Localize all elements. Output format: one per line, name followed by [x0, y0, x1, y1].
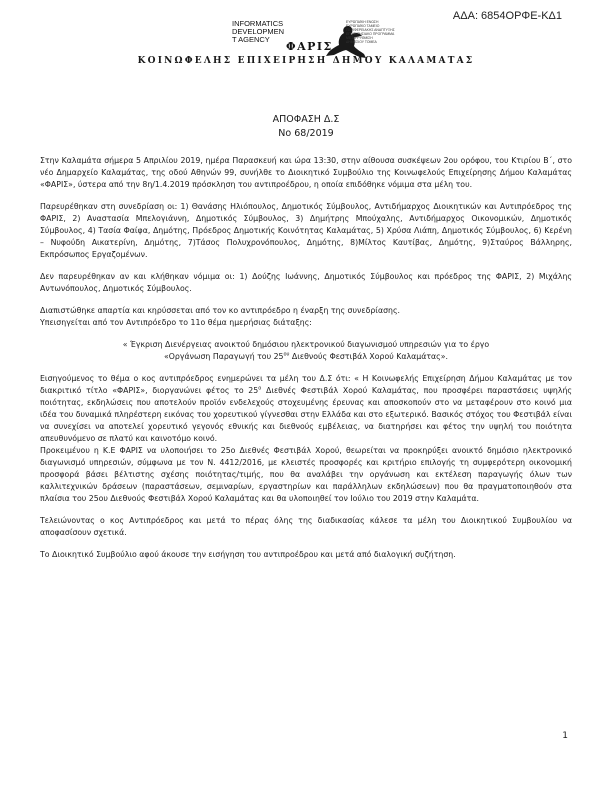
decision-title: ΑΠΟΦΑΣΗ Δ.Σ — [272, 114, 340, 125]
page-number: 1 — [562, 731, 568, 741]
agenda-quote-line1: « Έγκριση Διενέργειας ανοικτού δημόσιου ηλεκτρονικού διαγωνισμού υπηρεσιών για το έργο — [122, 340, 490, 349]
logo-name: ΦΑΡΙΣ — [286, 40, 333, 53]
paragraph-briefing: Εισηγούμενος το θέμα ο κος αντιπρόεδρος ενημερώνει τα μέλη του Δ.Σ ότι: « Η Κοινωφελής Επιχείρηση Δήμου Καλαμάτας με τον διακριτικό τίτλο «ΦΑΡΙΣ», διοργανώνει φέτος το $25^o$ Διεθνές Φεστιβάλ Χορού Καλαμάτας, που προσφέρει παραστάσεις υψηλής ποιότητας, εκδηλώσεις που αποτελούν προϊόν ενδελεχούς στοχευμένης έρευνας και αποσκοπούν στο να μεταφέρουν στο κοινό μια ιδέα του δυναμικά πληρέστερη εικόνας του χορευτικού γίγνεσθαι στην Ελλάδα και στο εξωτερικό. Βασικός στόχος του Φεστιβάλ είναι να συνεχίσει να αποτελεί χορευτικό γεγονός εθνικής και διεθνούς εμβέλειας, να διατηρήσει και φέτος την υψηλή του ποιότητα απευθυνόμενο σε πλατύ και καινοτόμο κοινό. — [40, 374, 572, 443]
organization-name: ΚΟΙΝΩΦΕΛΗΣ ΕΠΙΧΕΙΡΗΣΗ ΔΗΜΟΥ ΚΑΛΑΜΑΤΑΣ — [137, 56, 475, 66]
paragraph-present: Παρευρέθηκαν στη συνεδρίαση οι: 1) Θανάσης Ηλιόπουλος, Δημοτικός Σύμβουλος, Αντιδήμαρχος Διοικητικών και Αντιπρόεδρος της ΦΑΡΙΣ, 2) Αναστασία Μπελογιάννη, Δημοτικός Σύμβουλος, 3) Δημήτρης Μπούχαλης, Αντιδήμαρχος Οικονομικών, Δημοτικός Σύμβουλος, 4) Τασία Φαίφα, Δημότης, Πρόεδρος Δημοτικής Κοινότητας Καλαμάτας, 5) Χρύσα Λιάπη, Δημοτικός Σύμβουλος, 6) Κερένη – Νυφούδη Αικατερίνη, Δημότης, 7)Τάσος Πολυχρονόπουλος, Δημότης, 8)Μίλτος Καυτίβας, Δημότης, 9)Σταύρος Βάλληρης, Εκπρόσωπος Εργαζομένων. — [40, 202, 572, 259]
agenda-quote-line2: «Οργάνωση Παραγωγή του $25^{o\upsilon}$ Διεθνούς Φεστιβάλ Χορού Καλαμάτας». — [163, 351, 448, 361]
logo-line: T AGENCY — [232, 35, 270, 44]
paragraph-closing: Τελειώνοντας ο κος Αντιπρόεδρος και μετά το πέρας όλης της διαδικασίας κάλεσε τα μέλη του Διοικητικού Συμβουλίου να αποφασίσουν σχετικά. — [40, 516, 572, 537]
paragraph-agenda: Υπεισηγείται από τον Αντιπρόεδρο το 11ο θέμα ημερήσιας διάταξης: — [40, 318, 312, 327]
logo-line: DEVELOPMEN — [232, 27, 285, 36]
document-body — [40, 155, 572, 571]
paragraph-absent: Δεν παρευρέθηκαν αν και κλήθηκαν νόμιμα οι: 1) Δούζης Ιωάννης, Δημοτικός Σύμβουλος και πρόεδρος της ΦΑΡΙΣ, 2) Μιχάλης Αντωνόπουλος, Δημοτικός Σύμβουλος. — [40, 272, 572, 293]
logo-agency-text — [232, 20, 284, 44]
paragraph-tender: Προκειμένου η Κ.Ε ΦΑΡΙΣ να υλοποιήσει το 25ο Διεθνές Φεστιβάλ Χορού, θεωρείται να προκηρύξει ανοικτό δημόσιο ηλεκτρονικό διαγωνισμό υπηρεσιών, σύμφωνα με τον Ν. 4412/2016, με κλειστές προσφορές και κριτήριο επιλογής τη συμφερότερη οικονομική προσφορά βάσει βέλτιστης σχέσης ποιότητας/τιμής, που θα αναλάβει την οργάνωση και εκτέλεση παραγωγής όλων των καλλιτεχνικών δράσεων (παραστάσεων, σεμιναρίων, εργαστηρίων και παράλληλων εκδηλώσεων) που θα πραγματοποιηθούν στα πλαίσια του 25ου Διεθνούς Φεστιβάλ Χορού Καλαμάτας και θα υλοποιηθεί τον Ιούλιο του 2019 στην Καλαμάτα. — [40, 446, 572, 503]
paragraph-quorum: Διαπιστώθηκε απαρτία και κηρύσσεται από τον κο αντιπρόεδρο η έναρξη της συνεδρίασης. — [40, 306, 401, 315]
paragraph-meeting: Στην Καλαμάτα σήμερα 5 Απριλίου 2019, ημέρα Παρασκευή και ώρα 13:30, στην αίθουσα συσκέψεων 2ου ορόφου, του Κτιρίου Β΄, στο νέο Δημαρχείο Καλαμάτας, της οδού Αθηνών 99, συνήλθε το Διοικητικό Συμβούλιο της Κοινωφελούς Επιχείρησης Δήμου Καλαμάτας «ΦΑΡΙΣ», ύστερα από την 8η/1.4.2019 πρόσκληση του αντιπροέδρου, η οποία επιδόθηκε νόμιμα στα μέλη του. — [40, 156, 572, 189]
logo-eu-text: ΕΥΡΩΠΑΪΚΗ ΕΝΩΣΗ ΕΥΡΩΠΑΪΚΟ ΤΑΜΕΙΟ ΠΕΡΙΦΕΡΕΙΑΚΗΣ ΑΝΑΠΤΥΞΗΣ ΕΠΙΧΕΙΡΗΣΙΑΚΟ ΠΡΟΓΡΑΜΜΑ ΜΕΤΑΡΡΥΘΜΙΣΗ ΔΗΜΟΣΙΟΥ ΤΟΜΕΑ — [346, 20, 395, 45]
decision-number: Νο 68/2019 — [278, 128, 334, 139]
logo-line: INFORMATICS — [232, 19, 284, 28]
ada-code: ΑΔΑ: 6854ΟΡΦΕ-ΚΔ1 — [452, 10, 562, 22]
paragraph-board: Το Διοικητικό Συμβούλιο αφού άκουσε την εισήγηση του αντιπροέδρου και μετά από διαλογική συζήτηση. — [40, 550, 456, 559]
